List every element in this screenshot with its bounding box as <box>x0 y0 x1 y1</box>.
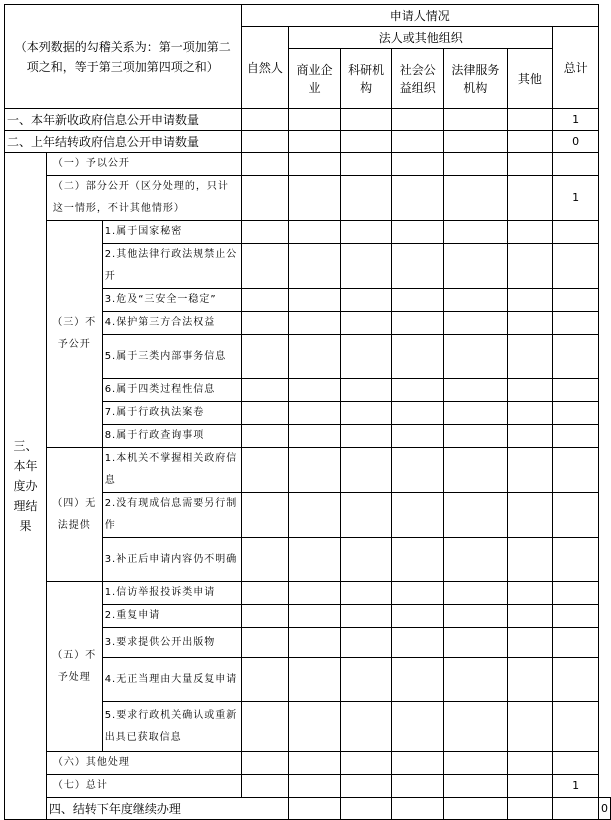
empty-cell <box>241 312 289 335</box>
empty-cell <box>289 131 341 153</box>
empty-cell <box>340 658 392 702</box>
empty-cell <box>392 131 444 153</box>
empty-cell <box>507 176 553 221</box>
empty-cell <box>553 312 599 335</box>
row-disclosed: （一）予以公开 <box>46 153 241 176</box>
empty-cell <box>553 798 599 820</box>
empty-cell <box>444 153 507 176</box>
empty-cell <box>444 538 507 582</box>
empty-cell <box>507 312 553 335</box>
empty-cell <box>241 658 289 702</box>
partial-disclosed-total: 1 <box>553 176 599 221</box>
empty-cell <box>392 798 444 820</box>
empty-cell <box>507 335 553 379</box>
empty-cell <box>444 658 507 702</box>
empty-cell <box>241 493 289 538</box>
empty-cell <box>289 109 341 131</box>
empty-cell <box>444 628 507 658</box>
empty-cell <box>392 605 444 628</box>
list-item: 3.要求提供公开出版物 <box>102 628 241 658</box>
header-applicant-info: 申请人情况 <box>241 5 598 27</box>
empty-cell <box>444 244 507 289</box>
empty-cell <box>340 335 392 379</box>
empty-cell <box>289 244 341 289</box>
empty-cell <box>289 493 341 538</box>
empty-cell <box>392 221 444 244</box>
empty-cell <box>289 752 341 775</box>
list-item: 5.要求行政机关确认或重新出具已获取信息 <box>102 702 241 752</box>
empty-cell <box>241 176 289 221</box>
empty-cell <box>507 153 553 176</box>
empty-cell <box>507 131 553 153</box>
empty-cell <box>241 221 289 244</box>
empty-cell <box>507 379 553 402</box>
empty-cell <box>392 658 444 702</box>
empty-cell <box>340 131 392 153</box>
empty-cell <box>289 402 341 425</box>
row-partial-disclosed: （二）部分公开（区分处理的，只计这一情形，不计其他情形） <box>46 176 241 221</box>
empty-cell <box>289 605 341 628</box>
list-item: 8.属于行政查询事项 <box>102 425 241 448</box>
empty-cell <box>241 752 289 775</box>
empty-cell <box>392 176 444 221</box>
empty-cell <box>392 244 444 289</box>
empty-cell <box>553 402 599 425</box>
empty-cell <box>444 752 507 775</box>
header-legal-service: 法律服务机构 <box>444 49 507 109</box>
row-carried-over: 二、上年结转政府信息公开申请数量 <box>5 131 242 153</box>
empty-cell <box>553 605 599 628</box>
empty-cell <box>289 289 341 312</box>
empty-cell <box>507 289 553 312</box>
empty-cell <box>340 176 392 221</box>
empty-cell <box>241 131 289 153</box>
empty-cell <box>392 379 444 402</box>
empty-cell <box>507 493 553 538</box>
header-other: 其他 <box>507 49 553 109</box>
empty-cell <box>289 379 341 402</box>
empty-cell <box>340 425 392 448</box>
empty-cell <box>507 221 553 244</box>
empty-cell <box>507 775 553 798</box>
empty-cell <box>340 582 392 605</box>
empty-cell <box>392 335 444 379</box>
list-item: 5.属于三类内部事务信息 <box>102 335 241 379</box>
row-other-processing: （六）其他处理 <box>46 752 241 775</box>
list-item: 4.无正当理由大量反复申请 <box>102 658 241 702</box>
empty-cell <box>340 379 392 402</box>
empty-cell <box>507 658 553 702</box>
empty-cell <box>289 775 341 798</box>
disclosed-total <box>553 153 599 176</box>
empty-cell <box>340 109 392 131</box>
empty-cell <box>553 582 599 605</box>
empty-cell <box>444 109 507 131</box>
row-grand-total: （七）总计 <box>46 775 241 798</box>
empty-cell <box>444 448 507 493</box>
other-processing-total <box>553 752 599 775</box>
header-note: （本列数据的勾稽关系为：第一项加第二项之和，等于第三项加第四项之和） <box>5 5 242 109</box>
empty-cell <box>289 335 341 379</box>
empty-cell <box>392 448 444 493</box>
group-not-disclosed: （三）不予公开 <box>46 221 102 448</box>
empty-cell <box>392 538 444 582</box>
empty-cell <box>241 628 289 658</box>
empty-cell <box>289 176 341 221</box>
new-applications-total: 1 <box>553 109 599 131</box>
empty-cell <box>444 312 507 335</box>
header-social: 社会公益组织 <box>392 49 444 109</box>
empty-cell <box>340 702 392 752</box>
empty-cell <box>553 493 599 538</box>
empty-cell <box>444 775 507 798</box>
empty-cell <box>289 702 341 752</box>
group-not-processed: （五）不予处理 <box>46 582 102 752</box>
empty-cell <box>553 702 599 752</box>
list-item: 6.属于四类过程性信息 <box>102 379 241 402</box>
empty-cell <box>392 289 444 312</box>
group-cannot-provide: （四）无法提供 <box>46 448 102 582</box>
empty-cell <box>553 244 599 289</box>
empty-cell <box>241 538 289 582</box>
section-three-label: 三、本年度办理结果 <box>5 153 47 820</box>
empty-cell <box>392 402 444 425</box>
statistics-table <box>4 4 611 820</box>
empty-cell <box>507 402 553 425</box>
empty-cell <box>241 153 289 176</box>
empty-cell <box>289 582 341 605</box>
empty-cell <box>553 628 599 658</box>
empty-cell <box>507 628 553 658</box>
list-item: 7.属于行政执法案卷 <box>102 402 241 425</box>
empty-cell <box>444 493 507 538</box>
list-item: 1.信访举报投诉类申请 <box>102 582 241 605</box>
empty-cell <box>507 244 553 289</box>
empty-cell <box>392 628 444 658</box>
empty-cell <box>241 702 289 752</box>
empty-cell <box>241 244 289 289</box>
empty-cell <box>340 752 392 775</box>
empty-cell <box>392 425 444 448</box>
empty-cell <box>444 582 507 605</box>
empty-cell <box>289 221 341 244</box>
empty-cell <box>340 448 392 493</box>
list-item: 1.属于国家秘密 <box>102 221 241 244</box>
empty-cell <box>444 702 507 752</box>
empty-cell <box>507 538 553 582</box>
empty-cell <box>241 289 289 312</box>
empty-cell <box>553 538 599 582</box>
list-item: 2.没有现成信息需要另行制作 <box>102 493 241 538</box>
empty-cell <box>340 775 392 798</box>
empty-cell <box>444 131 507 153</box>
header-legal-person: 法人或其他组织 <box>289 27 553 49</box>
empty-cell <box>444 798 507 820</box>
empty-cell <box>553 425 599 448</box>
empty-cell <box>507 448 553 493</box>
empty-cell <box>553 335 599 379</box>
empty-cell <box>241 109 289 131</box>
empty-cell <box>241 448 289 493</box>
grand-total-value: 1 <box>553 775 599 798</box>
empty-cell <box>340 605 392 628</box>
empty-cell <box>392 752 444 775</box>
list-item: 3.补正后申请内容仍不明确 <box>102 538 241 582</box>
empty-cell <box>444 335 507 379</box>
list-item: 2.其他法律行政法规禁止公开 <box>102 244 241 289</box>
empty-cell <box>507 752 553 775</box>
empty-cell <box>553 221 599 244</box>
empty-cell <box>553 289 599 312</box>
empty-cell <box>444 425 507 448</box>
carried-over-total: 0 <box>553 131 599 153</box>
header-natural-person: 自然人 <box>241 27 289 109</box>
empty-cell <box>507 109 553 131</box>
header-commercial: 商业企业 <box>289 49 341 109</box>
header-total: 总计 <box>553 27 599 109</box>
empty-cell <box>507 605 553 628</box>
list-item: 1.本机关不掌握相关政府信息 <box>102 448 241 493</box>
list-item: 2.重复申请 <box>102 605 241 628</box>
empty-cell <box>340 153 392 176</box>
empty-cell <box>241 379 289 402</box>
empty-cell <box>340 538 392 582</box>
list-item: 4.保护第三方合法权益 <box>102 312 241 335</box>
empty-cell <box>289 448 341 493</box>
empty-cell <box>444 379 507 402</box>
empty-cell <box>444 289 507 312</box>
empty-cell <box>289 798 341 820</box>
empty-cell <box>444 221 507 244</box>
empty-cell <box>507 798 553 820</box>
empty-cell <box>507 702 553 752</box>
empty-cell <box>241 775 289 798</box>
empty-cell <box>444 402 507 425</box>
empty-cell <box>553 379 599 402</box>
empty-cell <box>289 658 341 702</box>
empty-cell <box>340 628 392 658</box>
empty-cell <box>289 628 341 658</box>
empty-cell <box>444 605 507 628</box>
carry-to-next-year-total: 0 <box>599 798 611 820</box>
empty-cell <box>392 493 444 538</box>
empty-cell <box>444 176 507 221</box>
empty-cell <box>392 702 444 752</box>
empty-cell <box>340 244 392 289</box>
empty-cell <box>340 289 392 312</box>
empty-cell <box>553 448 599 493</box>
empty-cell <box>289 538 341 582</box>
empty-cell <box>340 402 392 425</box>
empty-cell <box>241 335 289 379</box>
empty-cell <box>507 582 553 605</box>
empty-cell <box>289 153 341 176</box>
empty-cell <box>340 798 392 820</box>
empty-cell <box>340 221 392 244</box>
empty-cell <box>507 425 553 448</box>
empty-cell <box>392 312 444 335</box>
empty-cell <box>289 312 341 335</box>
empty-cell <box>340 493 392 538</box>
list-item: 3.危及“三安全一稳定” <box>102 289 241 312</box>
empty-cell <box>241 582 289 605</box>
empty-cell <box>553 658 599 702</box>
empty-cell <box>392 109 444 131</box>
empty-cell <box>241 425 289 448</box>
empty-cell <box>392 153 444 176</box>
empty-cell <box>392 775 444 798</box>
empty-cell <box>289 425 341 448</box>
empty-cell <box>392 582 444 605</box>
row-new-applications: 一、本年新收政府信息公开申请数量 <box>5 109 242 131</box>
empty-cell <box>241 402 289 425</box>
empty-cell <box>340 312 392 335</box>
header-research: 科研机构 <box>340 49 392 109</box>
row-carry-to-next-year: 四、结转下年度继续办理 <box>46 798 288 820</box>
empty-cell <box>241 605 289 628</box>
